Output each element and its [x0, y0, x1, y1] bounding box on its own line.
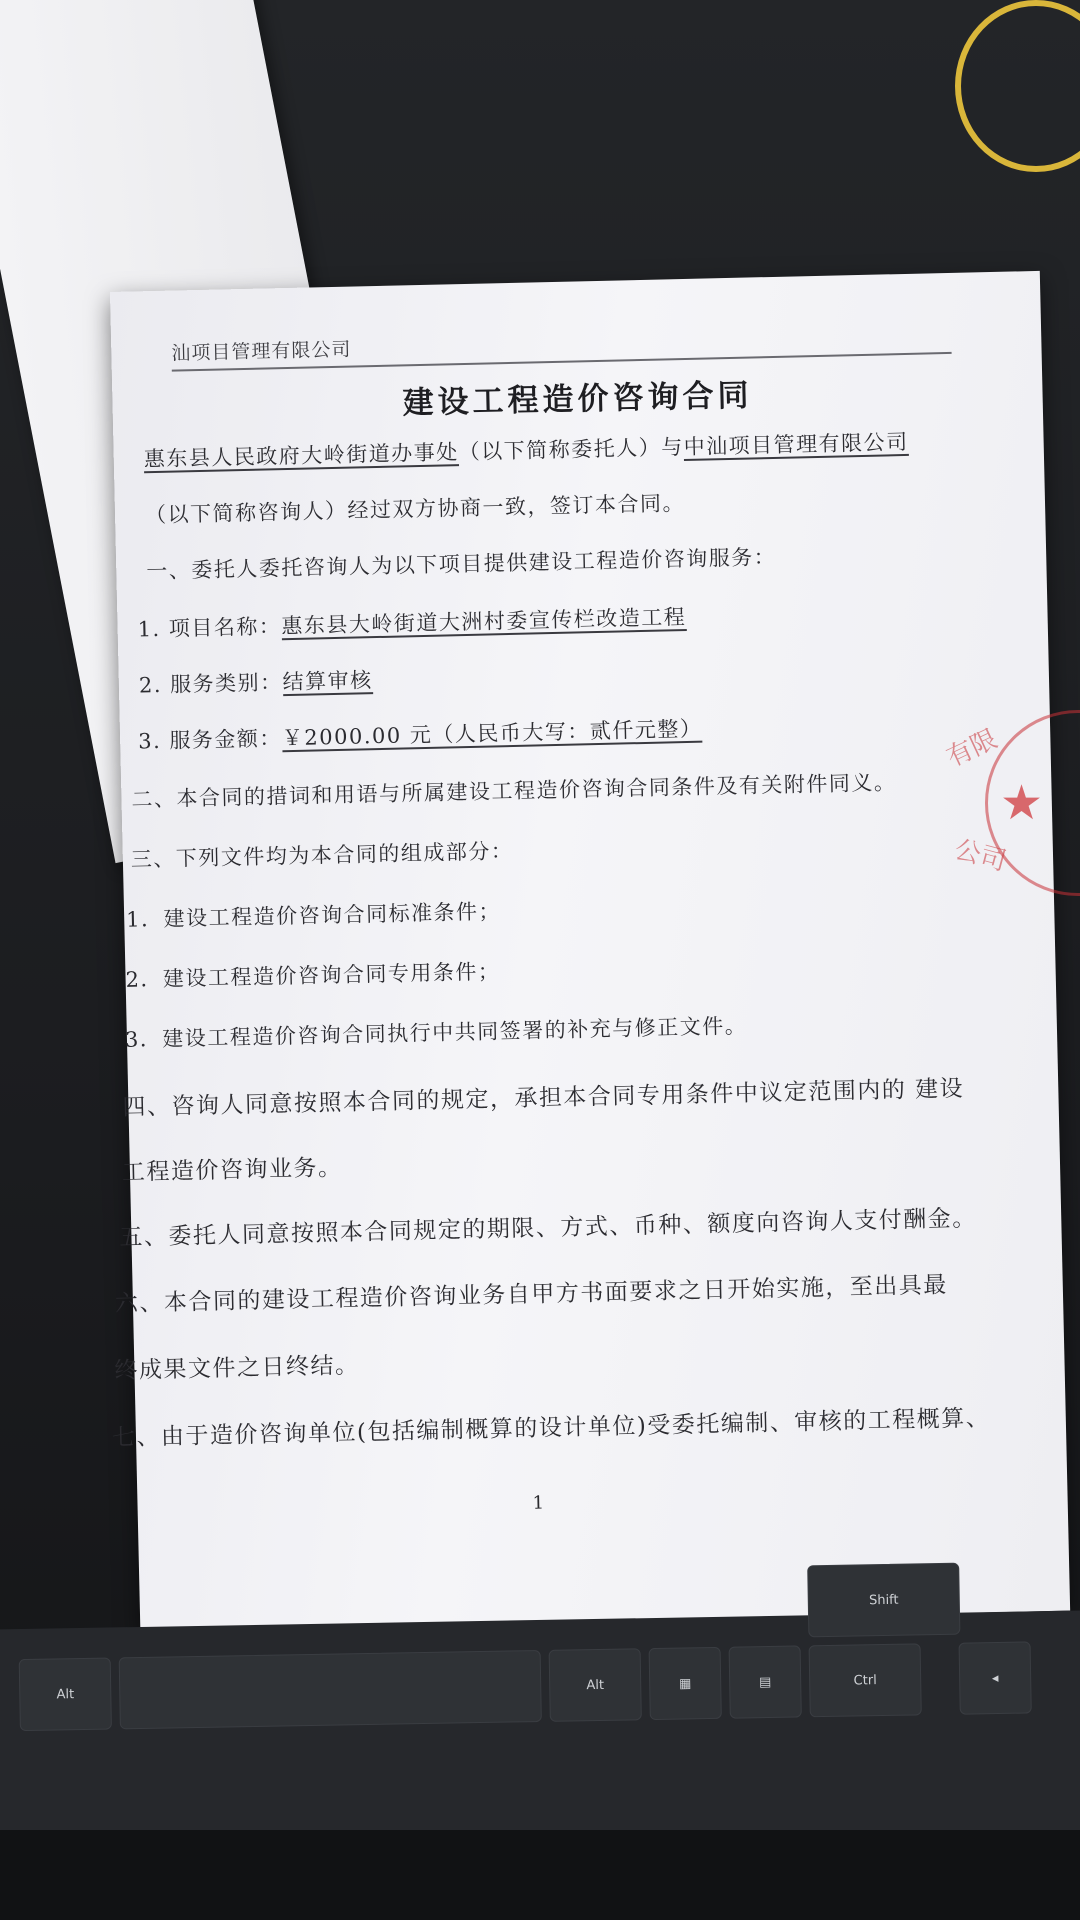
- clause-5: 五、委托人同意按照本合同规定的期限、方式、币种、额度向咨询人支付酬金。: [119, 1205, 978, 1252]
- party-mid: （以下简称委托人）与: [458, 435, 684, 465]
- clause-1: 一、委托人委托咨询人为以下项目提供建设工程造价咨询服务：: [146, 544, 777, 584]
- doc-2: 2．建设工程造价咨询合同专用条件；: [125, 959, 501, 992]
- doc-3: 3．建设工程造价咨询合同执行中共同签署的补充与修正文件。: [124, 1013, 748, 1052]
- item-3: [138, 713, 703, 756]
- stamp-text-bottom: 公司: [951, 834, 1010, 878]
- clause-6a: 六、本合同的建设工程造价咨询业务自甲方书面要求之日开始实施，至出具最: [114, 1272, 949, 1318]
- stamp-text-top: 有限: [942, 724, 1002, 774]
- clause-3: 三、下列文件均为本合同的组成部分：: [130, 838, 514, 872]
- key-ctrl: Ctrl: [809, 1643, 922, 1717]
- parties-line: [143, 426, 908, 473]
- party-a: 惠东县人民政府大岭街道办事处: [143, 440, 459, 472]
- clause-2: 二、本合同的措词和用语与所属建设工程造价咨询合同条件及有关附件同义。: [131, 770, 897, 812]
- clause-4a: 四、咨询人同意按照本合同的规定，承担本合同专用条件中议定范围内的 建设: [122, 1075, 965, 1121]
- keyboard-edge: [0, 1830, 1080, 1920]
- item-1: [137, 601, 686, 643]
- item-1-label: 1. 项目名称：: [137, 614, 282, 642]
- party-b: 中汕项目管理有限公司: [683, 429, 909, 460]
- page-number: 1: [532, 1492, 545, 1514]
- stamp-star-icon: ★: [1000, 775, 1044, 831]
- clause-6b: 终成果文件之日终结。: [114, 1352, 360, 1385]
- clause-7: 七、由于造价咨询单位(包括编制概算的设计单位)受委托编制、审核的工程概算、: [111, 1405, 991, 1452]
- item-2-label: 2. 服务类别：: [138, 670, 283, 698]
- parties-line-2: （以下简称咨询人）经过双方协商一致，签订本合同。: [144, 491, 686, 528]
- company-header: 汕项目管理有限公司: [171, 321, 952, 372]
- item-2: [139, 664, 373, 699]
- item-2-value: 结算审核: [282, 668, 373, 695]
- contract-page: [110, 271, 1070, 1632]
- key-win: ▦: [649, 1647, 722, 1720]
- key-alt-left: Alt: [19, 1657, 112, 1731]
- key-shift: Shift: [807, 1563, 960, 1638]
- key-alt-right: Alt: [549, 1648, 642, 1722]
- key-space: [119, 1650, 542, 1729]
- keyboard: [0, 1592, 1080, 1850]
- item-1-value: 惠东县大岭街道大洲村委宣传栏改造工程: [281, 605, 687, 639]
- key-menu: ▤: [729, 1645, 802, 1718]
- item-3-label: 3. 服务金额：: [137, 726, 283, 754]
- key-arrow-left: ◂: [959, 1641, 1032, 1714]
- doc-1: 1．建设工程造价咨询合同标准条件；: [125, 899, 502, 932]
- item-3-value: ￥2000.00 元（人民币大写：贰仟元整）: [281, 716, 703, 751]
- clause-4b: 工程造价咨询业务。: [121, 1154, 343, 1186]
- contract-title: 建设工程造价咨询合同: [402, 377, 753, 422]
